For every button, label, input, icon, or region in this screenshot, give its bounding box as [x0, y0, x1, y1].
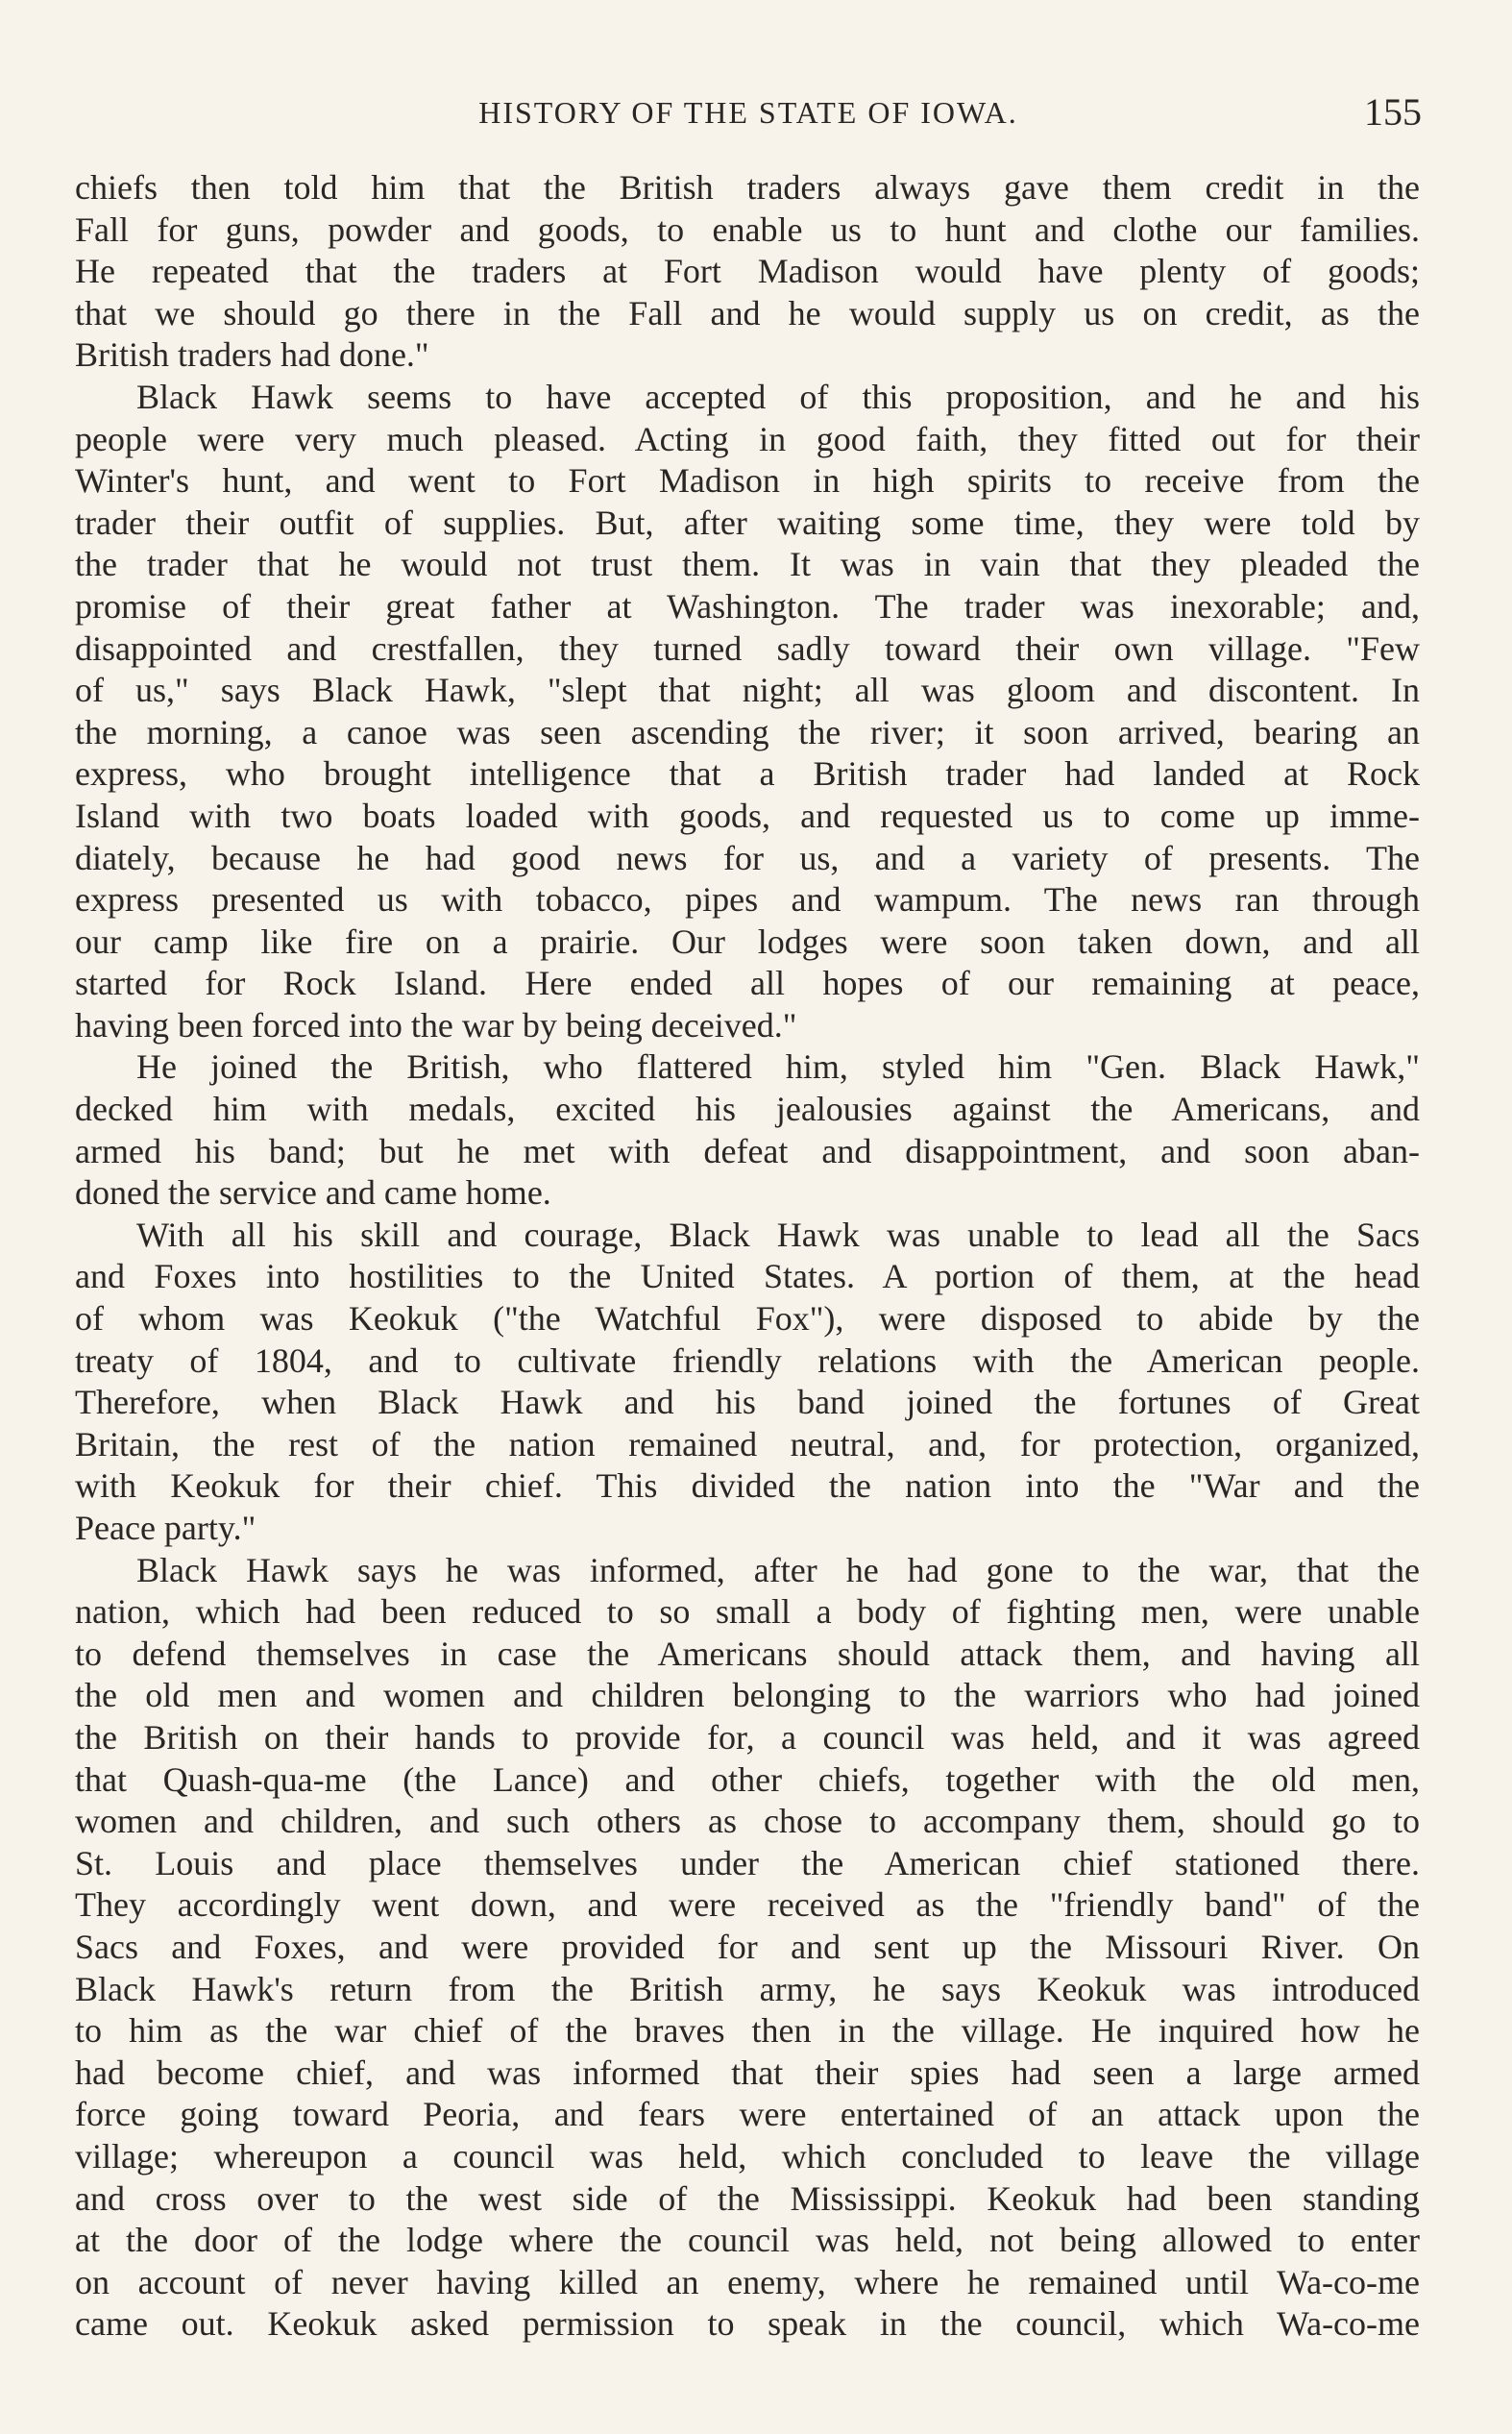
paragraph	[75, 1550, 1420, 2346]
text-line: the morning, a canoe was seen ascending the river; it soon arrived, bearing an	[75, 712, 1420, 751]
text-line: and Foxes into hostilities to the United States. A portion of them, at the head	[75, 1257, 1420, 1296]
text-line: Black Hawk says he was informed, after he had gone to the war, that the	[136, 1550, 1420, 1589]
text-line: armed his band; but he met with defeat and disappointment, and soon aban-	[75, 1131, 1420, 1170]
body-text	[75, 167, 1420, 2346]
text-line: force going toward Peoria, and fears were entertained of an attack upon the	[75, 2095, 1420, 2134]
text-line: Winter's hunt, and went to Fort Madison in high spirits to receive from the	[75, 461, 1420, 501]
text-line: Sacs and Foxes, and were provided for and sent up the Missouri River. On	[75, 1927, 1420, 1966]
text-line: the old men and women and children belonging to the warriors who had joined	[75, 1676, 1420, 1715]
page-number: 155	[1364, 90, 1422, 134]
text-line: He joined the British, who flattered him, styled him "Gen. Black Hawk,"	[136, 1047, 1420, 1087]
text-line: people were very much pleased. Acting in good faith, they fitted out for their	[75, 419, 1420, 458]
text-line: on account of never having killed an enemy, where he remained until Wa-co-me	[75, 2262, 1420, 2301]
text-line: nation, which had been reduced to so small a body of fighting men, were unable	[75, 1592, 1420, 1632]
text-line: Fall for guns, powder and goods, to enable us to hunt and clothe our families.	[75, 209, 1420, 249]
text-line: our camp like fire on a prairie. Our lodges were soon taken down, and all	[75, 922, 1420, 961]
text-line: trader their outfit of supplies. But, after waiting some time, they were told by	[75, 503, 1420, 542]
text-line: diately, because he had good news for us, and a variety of presents. The	[75, 838, 1420, 877]
text-line: promise of their great father at Washington. The trader was inexorable; and,	[75, 586, 1420, 626]
paragraph	[75, 1046, 1420, 1214]
text-line: Britain, the rest of the nation remained neutral, and, for protection, organized,	[75, 1424, 1420, 1463]
text-line: British traders had done."	[75, 335, 429, 375]
text-line: and cross over to the west side of the Mississippi. Keokuk had been standing	[75, 2178, 1420, 2218]
text-line: decked him with medals, excited his jealousies against the Americans, and	[75, 1090, 1420, 1129]
text-line: with Keokuk for their chief. This divided the nation into the "War and the	[75, 1466, 1420, 1506]
text-line: to defend themselves in case the Americans should attack them, and having all	[75, 1634, 1420, 1673]
text-line: started for Rock Island. Here ended all hopes of our remaining at peace,	[75, 964, 1420, 1003]
text-line: women and children, and such others as chose to accompany them, should go to	[75, 1802, 1420, 1841]
text-line: They accordingly went down, and were received as the "friendly band" of the	[75, 1885, 1420, 1925]
text-line: disappointed and crestfallen, they turned sadly toward their own village. "Few	[75, 628, 1420, 668]
running-header	[75, 88, 1422, 136]
text-line: Black Hawk seems to have accepted of this proposition, and he and his	[136, 377, 1420, 416]
text-line: Black Hawk's return from the British army, he says Keokuk was introduced	[75, 1969, 1420, 2008]
text-line: Island with two boats loaded with goods, and requested us to come up imme-	[75, 796, 1420, 835]
running-title: HISTORY OF THE STATE OF IOWA.	[478, 95, 1018, 130]
text-line: that Quash-qua-me (the Lance) and other chiefs, together with the old men,	[75, 1759, 1420, 1799]
text-line: at the door of the lodge where the council was held, not being allowed to enter	[75, 2221, 1420, 2260]
text-line: of us," says Black Hawk, "slept that night; all was gloom and discontent. In	[75, 671, 1420, 710]
paragraph	[75, 167, 1420, 377]
text-line: having been forced into the war by being deceived."	[75, 1005, 797, 1045]
text-line: express, who brought intelligence that a British trader had landed at Rock	[75, 754, 1420, 794]
paragraph	[75, 1215, 1420, 1550]
text-line: to him as the war chief of the braves then in the village. He inquired how he	[75, 2011, 1420, 2051]
paragraph	[75, 377, 1420, 1047]
text-line: had become chief, and was informed that their spies had seen a large armed	[75, 2053, 1420, 2092]
text-line: treaty of 1804, and to cultivate friendly relations with the American people.	[75, 1340, 1420, 1380]
text-line: He repeated that the traders at Fort Madison would have plenty of goods;	[75, 252, 1420, 291]
text-line: With all his skill and courage, Black Hawk was unable to lead all the Sacs	[136, 1215, 1420, 1254]
text-line: St. Louis and place themselves under the American chief stationed there.	[75, 1843, 1420, 1882]
text-line: the trader that he would not trust them. It was in vain that they pleaded the	[75, 545, 1420, 584]
text-line: chiefs then told him that the British traders always gave them credit in the	[75, 168, 1420, 207]
text-line: doned the service and came home.	[75, 1173, 551, 1213]
text-line: Peace party."	[75, 1509, 256, 1547]
text-line: village; whereupon a council was held, which concluded to leave the village	[75, 2136, 1420, 2176]
text-line: came out. Keokuk asked permission to speak in the council, which Wa-co-me	[75, 2304, 1420, 2344]
text-line: that we should go there in the Fall and he would supply us on credit, as the	[75, 293, 1420, 332]
text-line: of whom was Keokuk ("the Watchful Fox"), were disposed to abide by the	[75, 1299, 1420, 1339]
text-line: express presented us with tobacco, pipes and wampum. The news ran through	[75, 880, 1420, 920]
text-line: the British on their hands to provide for, a council was held, and it was agreed	[75, 1717, 1420, 1757]
text-line: Therefore, when Black Hawk and his band joined the fortunes of Great	[75, 1383, 1420, 1422]
